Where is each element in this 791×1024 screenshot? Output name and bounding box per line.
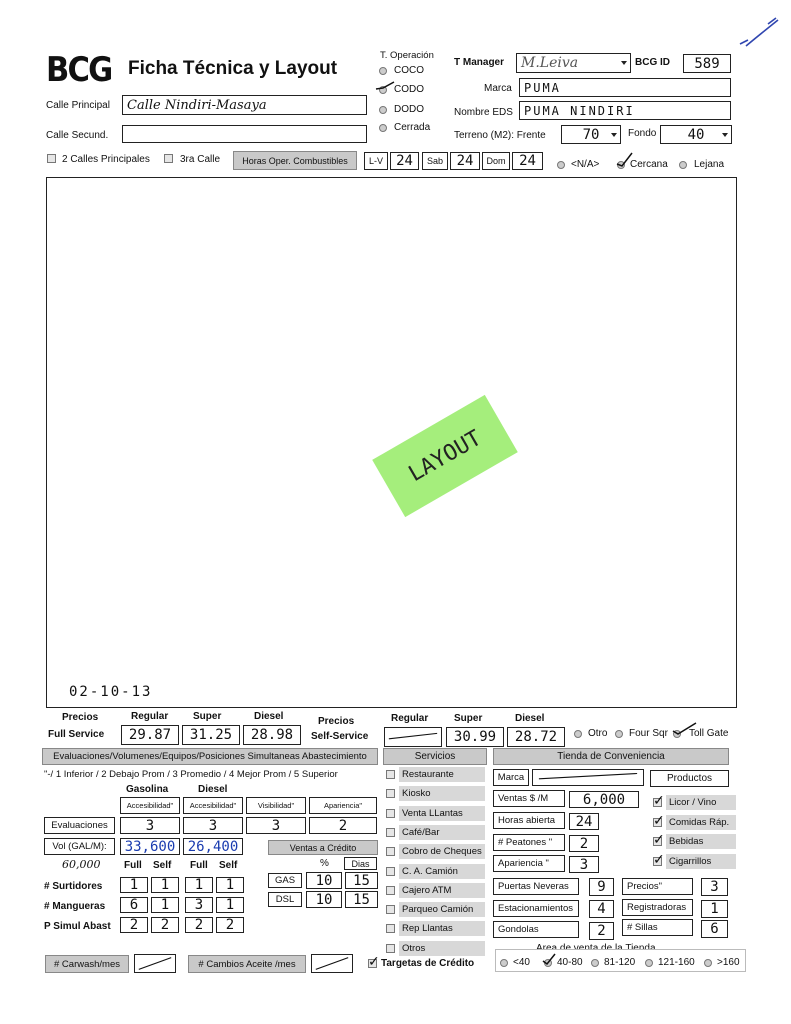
peatones-label: # Peatones " [498, 837, 553, 848]
radio-area-option[interactable] [591, 959, 599, 967]
puertas-field[interactable] [589, 878, 614, 896]
tienda-marca-label: Marca [497, 772, 525, 783]
radio-otro[interactable] [574, 730, 582, 738]
ventas-field[interactable] [569, 791, 639, 808]
calle-principal-field[interactable] [122, 95, 367, 115]
vol-gas-field[interactable] [120, 838, 180, 855]
radio-four-sqr[interactable] [615, 730, 623, 738]
precios-tienda-field[interactable] [701, 878, 728, 896]
page-title: Ficha Técnica y Layout [128, 58, 338, 79]
checkbox-servicio[interactable] [386, 905, 395, 914]
servicio-label: Kiosko [399, 786, 485, 801]
area-option-label: 121-160 [658, 957, 695, 968]
surtidores-label: # Surtidores [44, 881, 103, 892]
layout-date: 02-10-13 [69, 684, 153, 700]
surt-4-value: 1 [225, 877, 235, 893]
psimul-3-value: 2 [194, 917, 204, 933]
vol-label: Vol (GAL/M): [52, 841, 107, 852]
self-diesel-value: 28.72 [514, 729, 558, 745]
servicio-label: Parqueo Camión [399, 902, 485, 917]
psimul-1[interactable] [120, 917, 148, 933]
credito-dsl-dias: 15 [353, 891, 370, 908]
ventas-label: Ventas $ /M [498, 793, 549, 804]
label-lejana: Lejana [694, 159, 725, 170]
gasolina-header: Gasolina [126, 784, 169, 795]
label-cercana: Cercana [630, 159, 668, 170]
checkbox-servicio[interactable] [386, 886, 395, 895]
terreno-frente-field[interactable] [561, 125, 621, 144]
bcg-id-value: 589 [694, 55, 720, 72]
sab-field[interactable] [450, 152, 480, 170]
credito-gas-pct-field[interactable] [306, 872, 342, 889]
marca-label: Marca [484, 83, 512, 94]
sillas-field[interactable] [701, 920, 728, 938]
self-super-value: 30.99 [453, 729, 497, 745]
fondo-label: Fondo [628, 128, 657, 139]
cambios-aceite-field[interactable] [311, 954, 353, 973]
col-header-2: Accesibilidad" [189, 801, 237, 810]
self-super-field[interactable] [446, 727, 504, 747]
eval-apariencia-field[interactable] [309, 817, 377, 834]
bcg-id-field[interactable] [683, 54, 731, 73]
empty-slash-icon [135, 955, 175, 972]
credito-pct-header: % [320, 858, 329, 869]
credito-dsl-pct-field[interactable] [306, 891, 342, 908]
checkbox-producto[interactable] [653, 818, 662, 827]
credito-gas-label-box [268, 873, 302, 888]
radio-area-option[interactable] [500, 959, 508, 967]
psimul-1-value: 2 [129, 917, 139, 933]
estac-label: Estacionamientos [498, 903, 573, 914]
gas-full-header: Full [124, 860, 142, 871]
self-regular-field[interactable] [384, 727, 442, 747]
col-header-1: Accesibilidad" [126, 801, 174, 810]
full-super-field[interactable] [182, 725, 240, 745]
checkbox-producto[interactable] [653, 798, 662, 807]
empty-slash-icon [533, 770, 643, 785]
estac-field[interactable] [589, 900, 614, 918]
eval-visibilidad-field[interactable] [246, 817, 306, 834]
marca-value: PUMA [524, 80, 561, 95]
operacion-label: T. Operación [380, 50, 434, 61]
producto-label: Comidas Ráp. [666, 815, 736, 830]
full-diesel-field[interactable] [243, 725, 301, 745]
mang-1-value: 6 [129, 897, 139, 913]
credito-gas-pct: 10 [315, 872, 333, 889]
checkbox-servicio[interactable] [386, 789, 395, 798]
credito-dias-header: Dias [351, 858, 370, 869]
radio-lejana[interactable] [679, 161, 687, 169]
sab-label-box [422, 152, 448, 170]
checkbox-servicio[interactable] [386, 847, 395, 856]
calle-secund-value [123, 126, 366, 142]
codo-checkmark-icon [374, 79, 396, 95]
checkbox-2-calles[interactable] [47, 154, 56, 163]
full-regular-field[interactable] [121, 725, 179, 745]
terreno-fondo-value: 40 [687, 126, 705, 143]
credito-dsl-pct: 10 [315, 891, 333, 908]
radio-na[interactable] [557, 161, 565, 169]
psimul-4[interactable] [216, 917, 244, 933]
vol-note: 60,000 [62, 858, 101, 871]
col-visibilidad [246, 797, 306, 814]
lv-label-box [364, 152, 388, 170]
ventas-value: 6,000 [582, 791, 626, 808]
self-diesel-header: Diesel [515, 713, 545, 724]
precios-tienda-value: 3 [710, 879, 719, 895]
gondolas-field[interactable] [589, 922, 614, 940]
mang-3[interactable] [185, 897, 213, 913]
registradoras-label-box [622, 899, 693, 916]
tienda-marca-field[interactable] [532, 769, 644, 786]
eval-acc-diesel-field[interactable] [183, 817, 243, 834]
servicio-label: C. A. Camión [399, 864, 485, 879]
checkbox-servicio[interactable] [386, 770, 395, 779]
sillas-label-box [622, 919, 693, 936]
nombre-eds-value: PUMA NINDIRI [524, 103, 635, 118]
surt-4[interactable] [216, 877, 244, 893]
manager-label: T Manager [454, 57, 505, 68]
vol-label-box [44, 838, 115, 855]
psimul-2[interactable] [151, 917, 179, 933]
horas-abierta-field[interactable] [569, 813, 599, 830]
layout-note-text: LAYOUT [404, 425, 486, 487]
apariencia-value: 3 [579, 856, 589, 873]
servicio-label: Cobro de Cheques [399, 844, 485, 859]
checkbox-producto[interactable] [653, 857, 662, 866]
sillas-label: # Sillas [627, 922, 658, 933]
mang-4[interactable] [216, 897, 244, 913]
full-diesel-header: Diesel [254, 711, 284, 722]
precios-self-label-2: Self-Service [311, 731, 369, 742]
puertas-value: 9 [597, 879, 606, 895]
surt-2[interactable] [151, 877, 179, 893]
psimul-4-value: 2 [225, 917, 235, 933]
area-checkmark-icon [541, 952, 557, 966]
gas-self-header: Self [153, 860, 172, 871]
dom-field[interactable] [512, 152, 543, 170]
credito-dsl-dias-field[interactable] [345, 891, 378, 908]
ventas-credito-button[interactable]: Ventas a Crédito [268, 840, 378, 855]
producto-label: Bebidas [666, 834, 736, 849]
productos-label: Productos [666, 773, 713, 784]
full-super-value: 31.25 [189, 727, 233, 743]
tienda-marca-label-box [493, 769, 529, 786]
registradoras-value: 1 [710, 901, 719, 917]
full-regular-value: 29.87 [128, 727, 172, 743]
calle-secund-label: Calle Secund. [46, 130, 109, 141]
servicio-label: Rep Llantas [399, 921, 485, 936]
lv-field[interactable] [390, 152, 419, 170]
lv-label: L-V [368, 156, 383, 166]
precios-tienda-label: Precios" [627, 881, 663, 892]
surt-1-value: 1 [129, 877, 139, 893]
area-option-label: >160 [717, 957, 740, 968]
manager-value: M.Leiva [521, 55, 579, 71]
horas-abierta-label-box [493, 812, 565, 829]
psimul-label: P Simul Abast [44, 921, 111, 932]
checkbox-3ra-calle[interactable] [164, 154, 173, 163]
producto-label: Licor / Vino [666, 795, 736, 810]
col-header-4: Apariencia" [323, 801, 363, 810]
terreno-fondo-field[interactable] [660, 125, 732, 144]
layout-sticky-note [372, 395, 518, 517]
corner-checkmark-icon [738, 14, 784, 50]
estac-label-box [493, 900, 579, 917]
marca-field[interactable] [519, 78, 731, 97]
producto-label: Cigarrillos [666, 854, 736, 869]
horas-oper-button[interactable]: Horas Oper. Combustibles [233, 151, 357, 170]
checkbox-servicio[interactable] [386, 944, 395, 953]
terreno-frente-value: 70 [582, 126, 600, 143]
apariencia-label-box [493, 855, 565, 872]
vol-diesel: 26,400 [187, 838, 239, 855]
checkbox-servicio[interactable] [386, 828, 395, 837]
evaluaciones-row-label-box [44, 817, 115, 834]
nombre-eds-field[interactable] [519, 101, 731, 120]
credito-gas-dias: 15 [353, 872, 370, 889]
chevron-down-icon [611, 133, 617, 137]
label-otro: Otro [588, 728, 608, 739]
cambios-aceite-button[interactable]: # Cambios Aceite /mes [188, 955, 306, 973]
mang-2[interactable] [151, 897, 179, 913]
evaluaciones-scale: "-/ 1 Inferior / 2 Debajo Prom / 3 Promedio / 4 Mejor Prom / 5 Superior [44, 769, 338, 780]
label-dodo: DODO [394, 104, 424, 115]
eval-apariencia: 2 [338, 817, 348, 834]
logo: BCG [46, 50, 112, 90]
sillas-value: 6 [710, 921, 719, 937]
col-apariencia [309, 797, 377, 814]
empty-slash-icon [385, 728, 441, 746]
empty-slash-icon [312, 955, 352, 972]
registradoras-field[interactable] [701, 900, 728, 918]
area-option-label: 40-80 [557, 957, 583, 968]
col-header-3: Visibilidad" [257, 801, 295, 810]
label-cerrada: Cerrada [394, 122, 431, 133]
mang-1[interactable] [120, 897, 148, 913]
radio-dodo[interactable] [379, 106, 387, 114]
checkbox-producto[interactable] [653, 837, 662, 846]
evaluaciones-header[interactable]: Evaluaciones/Volumenes/Equipos/Posiciones Simultaneas Abastecimiento [42, 748, 378, 765]
terreno-label: Terreno (M2): Frente [454, 130, 546, 141]
horas-abierta-value: 24 [575, 813, 593, 830]
area-option-label: <40 [513, 957, 530, 968]
label-coco: COCO [394, 65, 424, 76]
precios-full-label-1: Precios [62, 712, 99, 723]
label-four-sqr: Four Sqr [629, 728, 668, 739]
servicio-label: Restaurante [399, 767, 485, 782]
servicio-label: Cajero ATM [399, 883, 485, 898]
ventas-label-box [493, 790, 565, 807]
servicio-label: Venta LLantas [399, 806, 485, 821]
apariencia-field[interactable] [569, 856, 599, 873]
radio-area-option[interactable] [704, 959, 712, 967]
full-regular-header: Regular [131, 711, 169, 722]
peatones-label-box [493, 834, 565, 851]
label-codo: CODO [394, 84, 424, 95]
vol-diesel-field[interactable] [183, 838, 243, 855]
evaluaciones-row-label: Evaluaciones [51, 820, 108, 831]
gondolas-label-box [493, 921, 579, 938]
label-2-calles: 2 Calles Principales [62, 154, 150, 165]
sab-label: Sab [426, 156, 443, 166]
precios-tienda-label-box [622, 878, 693, 895]
checkbox-tarjetas[interactable] [368, 959, 377, 968]
productos-button[interactable] [650, 770, 729, 787]
label-na: <N/A> [571, 159, 600, 170]
checkbox-servicio[interactable] [386, 867, 395, 876]
registradoras-label: Registradoras [627, 902, 687, 913]
col-accesibilidad-gas [120, 797, 180, 814]
diesel-self-header: Self [219, 860, 238, 871]
tienda-button[interactable]: Tienda de Conveniencia [493, 748, 729, 765]
tarjetas-label: Targetas de Crédito [381, 958, 475, 969]
peatones-field[interactable] [569, 835, 599, 852]
credito-gas-dias-field[interactable] [345, 872, 378, 889]
surt-2-value: 1 [160, 877, 170, 893]
chevron-down-icon [722, 133, 728, 137]
self-regular-header: Regular [391, 713, 429, 724]
nombre-eds-label: Nombre EDS [454, 107, 513, 118]
precios-full-label-2: Full Service [48, 729, 105, 740]
carwash-field[interactable] [134, 954, 176, 973]
chevron-down-icon [621, 61, 627, 65]
layout-area[interactable] [46, 177, 737, 708]
calle-principal-label: Calle Principal [46, 100, 110, 111]
surt-3-value: 1 [194, 877, 204, 893]
credito-dsl-label-box [268, 892, 302, 907]
dom-label: Dom [486, 156, 506, 166]
carwash-button[interactable]: # Carwash/mes [45, 955, 129, 973]
precios-self-label-1: Precios [318, 716, 355, 727]
mang-4-value: 1 [225, 897, 235, 913]
peatones-value: 2 [579, 835, 589, 852]
gondolas-value: 2 [597, 923, 606, 939]
diesel-header: Diesel [198, 784, 228, 795]
label-3ra-calle: 3ra Calle [180, 154, 221, 165]
eval-acc-diesel: 3 [208, 817, 218, 834]
credito-dias-header-box [344, 857, 377, 870]
checkbox-servicio[interactable] [386, 809, 395, 818]
bcg-id-label: BCG ID [635, 57, 670, 68]
full-super-header: Super [193, 711, 222, 722]
eval-visibilidad: 3 [271, 817, 281, 834]
psimul-2-value: 2 [160, 917, 170, 933]
apariencia-label: Apariencia " [498, 858, 549, 869]
self-super-header: Super [454, 713, 483, 724]
mang-3-value: 3 [194, 897, 204, 913]
col-accesibilidad-diesel [183, 797, 243, 814]
eval-acc-gas: 3 [145, 817, 155, 834]
vol-gas: 33,600 [124, 838, 176, 855]
servicio-label: Café/Bar [399, 825, 485, 840]
credito-gas-label: GAS [274, 875, 296, 886]
label-toll-gate: Toll Gate [689, 728, 729, 739]
checkbox-servicio[interactable] [386, 924, 395, 933]
radio-cerrada[interactable] [379, 124, 387, 132]
surt-1[interactable] [120, 877, 148, 893]
radio-area-option[interactable] [645, 959, 653, 967]
full-diesel-value: 28.98 [250, 727, 294, 743]
manager-field[interactable] [516, 53, 631, 73]
diesel-full-header: Full [190, 860, 208, 871]
estac-value: 4 [597, 901, 606, 917]
mangueras-label: # Mangueras [44, 901, 106, 912]
credito-dsl-label: DSL [275, 894, 295, 905]
calle-secund-field[interactable] [122, 125, 367, 143]
horas-abierta-label: Horas abierta [498, 815, 556, 826]
mang-2-value: 1 [160, 897, 170, 913]
radio-coco[interactable] [379, 67, 387, 75]
sab-value: 24 [456, 153, 474, 169]
surt-3[interactable] [185, 877, 213, 893]
lv-value: 24 [396, 153, 413, 169]
dom-value: 24 [519, 153, 536, 169]
gondolas-label: Gondolas [498, 924, 539, 935]
calle-principal-value: Calle Nindiri-Masaya [127, 97, 267, 113]
psimul-3[interactable] [185, 917, 213, 933]
servicios-button[interactable]: Servicios [383, 748, 487, 765]
puertas-label-box [493, 878, 579, 895]
self-diesel-field[interactable] [507, 727, 565, 747]
eval-acc-gas-field[interactable] [120, 817, 180, 834]
area-option-label: 81-120 [604, 957, 636, 968]
servicio-label: Otros [399, 941, 485, 956]
dom-label-box [482, 152, 510, 170]
puertas-label: Puertas Neveras [498, 881, 569, 892]
